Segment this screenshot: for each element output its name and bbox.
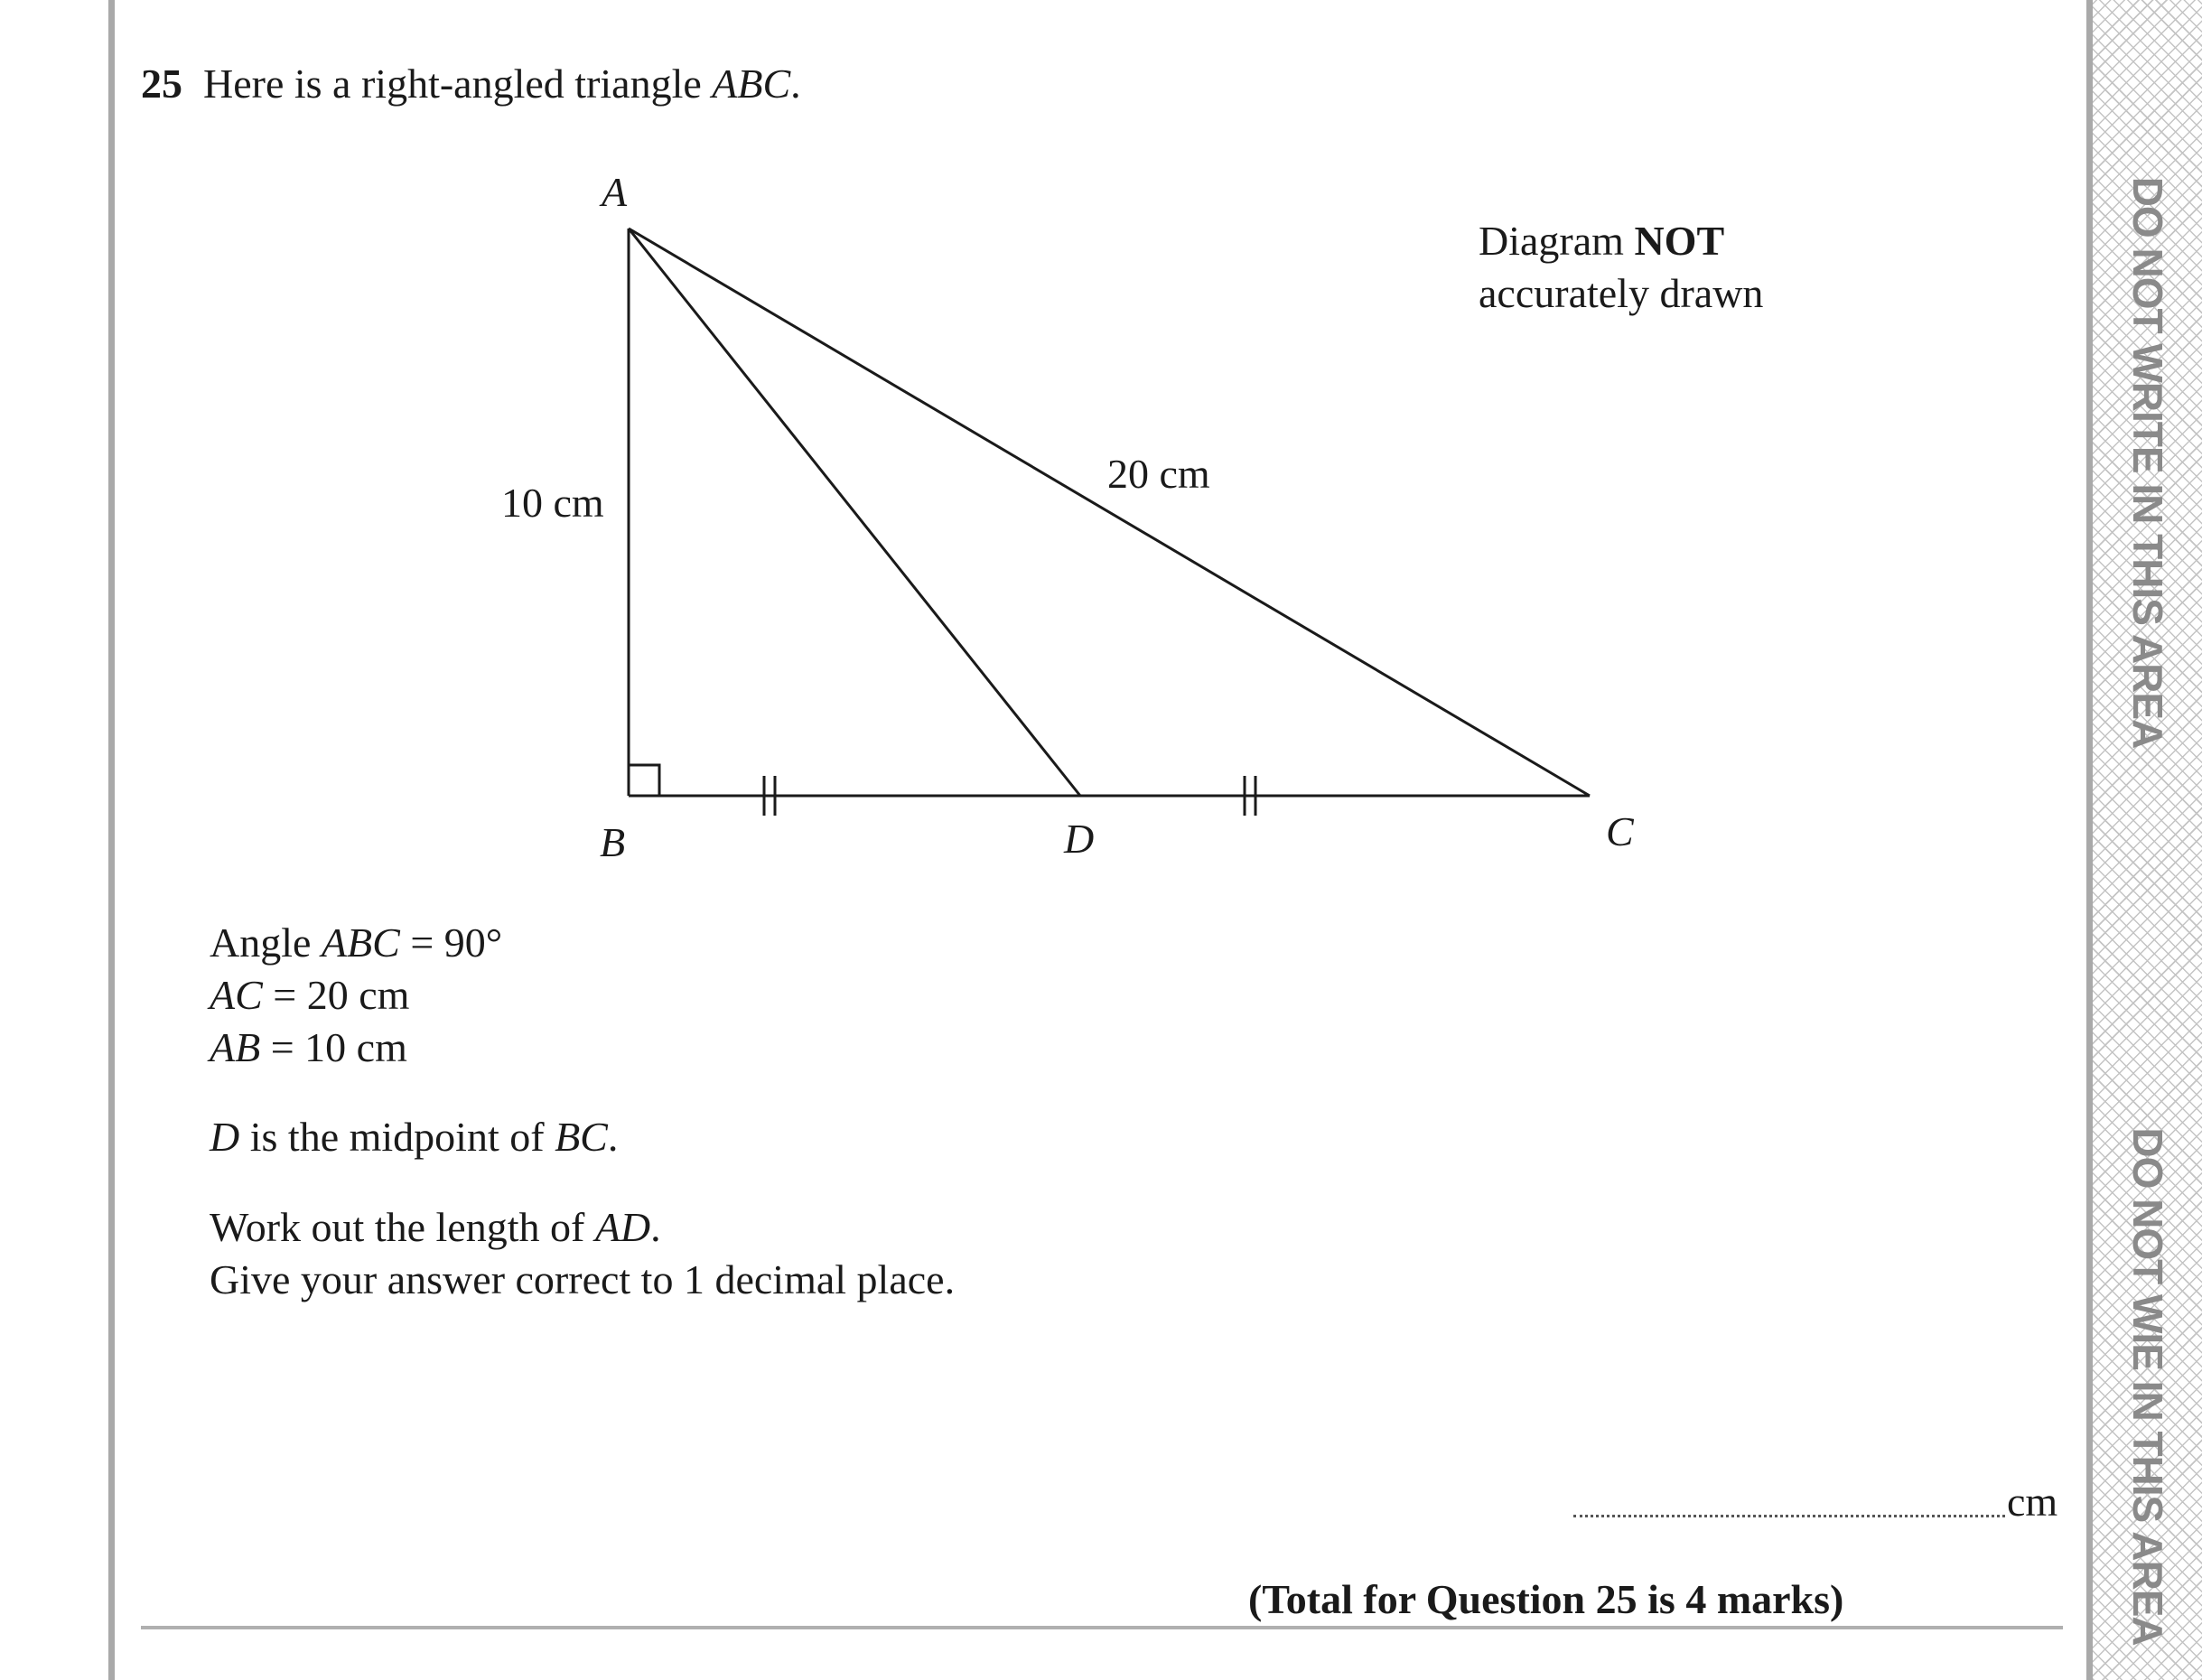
given-ab-value: = 10 cm bbox=[260, 1024, 407, 1070]
given-ac bbox=[210, 969, 409, 1022]
given-ab bbox=[210, 1022, 407, 1074]
answer-line[interactable] bbox=[1573, 1515, 2005, 1517]
given-ac-value: = 20 cm bbox=[262, 972, 410, 1018]
given-angle bbox=[210, 917, 502, 969]
diagram-note-text: Diagram bbox=[1479, 218, 1635, 264]
vertex-label-c: C bbox=[1606, 808, 1634, 854]
vertex-label-d: D bbox=[1064, 816, 1095, 862]
question-total: (Total for Question 25 is 4 marks) bbox=[1248, 1576, 1844, 1622]
given-ac-name: AC bbox=[210, 972, 263, 1018]
given-angle-value: = 90° bbox=[399, 919, 503, 966]
midpoint-end: . bbox=[607, 1114, 619, 1160]
midpoint-segment: BC bbox=[555, 1114, 608, 1160]
diagram-note-bold: NOT bbox=[1634, 218, 1725, 264]
right-angle-marker bbox=[629, 765, 659, 796]
segment-ad bbox=[629, 229, 1080, 796]
margin-warning-lower: DO NOT WIE IN THIS AREA bbox=[2124, 1127, 2171, 1646]
task-line-1-text: Work out the length of bbox=[210, 1204, 595, 1250]
length-label-ab: 10 cm bbox=[501, 480, 604, 526]
question-triangle-name: ABC bbox=[712, 61, 791, 107]
midpoint-text: is the midpoint of bbox=[239, 1114, 555, 1160]
side-ac bbox=[629, 229, 1590, 796]
task-line-1-name: AD bbox=[594, 1204, 651, 1250]
given-ab-name: AB bbox=[210, 1024, 261, 1070]
task-line-2: Give your answer correct to 1 decimal place. bbox=[210, 1256, 956, 1302]
given-angle-name: ABC bbox=[321, 919, 400, 966]
diagram-note-line2: accurately drawn bbox=[1479, 270, 1764, 316]
margin-warning-upper: DO NOT WRITE IN THIS AREA bbox=[2124, 176, 2171, 749]
question-intro: Here is a right-angled triangle bbox=[203, 61, 713, 107]
vertex-label-a: A bbox=[602, 169, 628, 215]
question-number: 25 bbox=[141, 61, 182, 107]
length-label-ac: 20 cm bbox=[1107, 451, 1210, 497]
task-line-1 bbox=[210, 1201, 661, 1254]
vertex-label-b: B bbox=[600, 819, 626, 865]
given-angle-prefix: Angle bbox=[210, 919, 322, 966]
diagram-note-line1 bbox=[1479, 218, 1724, 264]
bottom-rule bbox=[141, 1626, 2063, 1629]
task-line-1-end: . bbox=[650, 1204, 661, 1250]
answer-unit: cm bbox=[2007, 1479, 2058, 1525]
midpoint-statement bbox=[210, 1111, 618, 1163]
question-intro-end: . bbox=[790, 61, 801, 107]
midpoint-point: D bbox=[210, 1114, 240, 1160]
